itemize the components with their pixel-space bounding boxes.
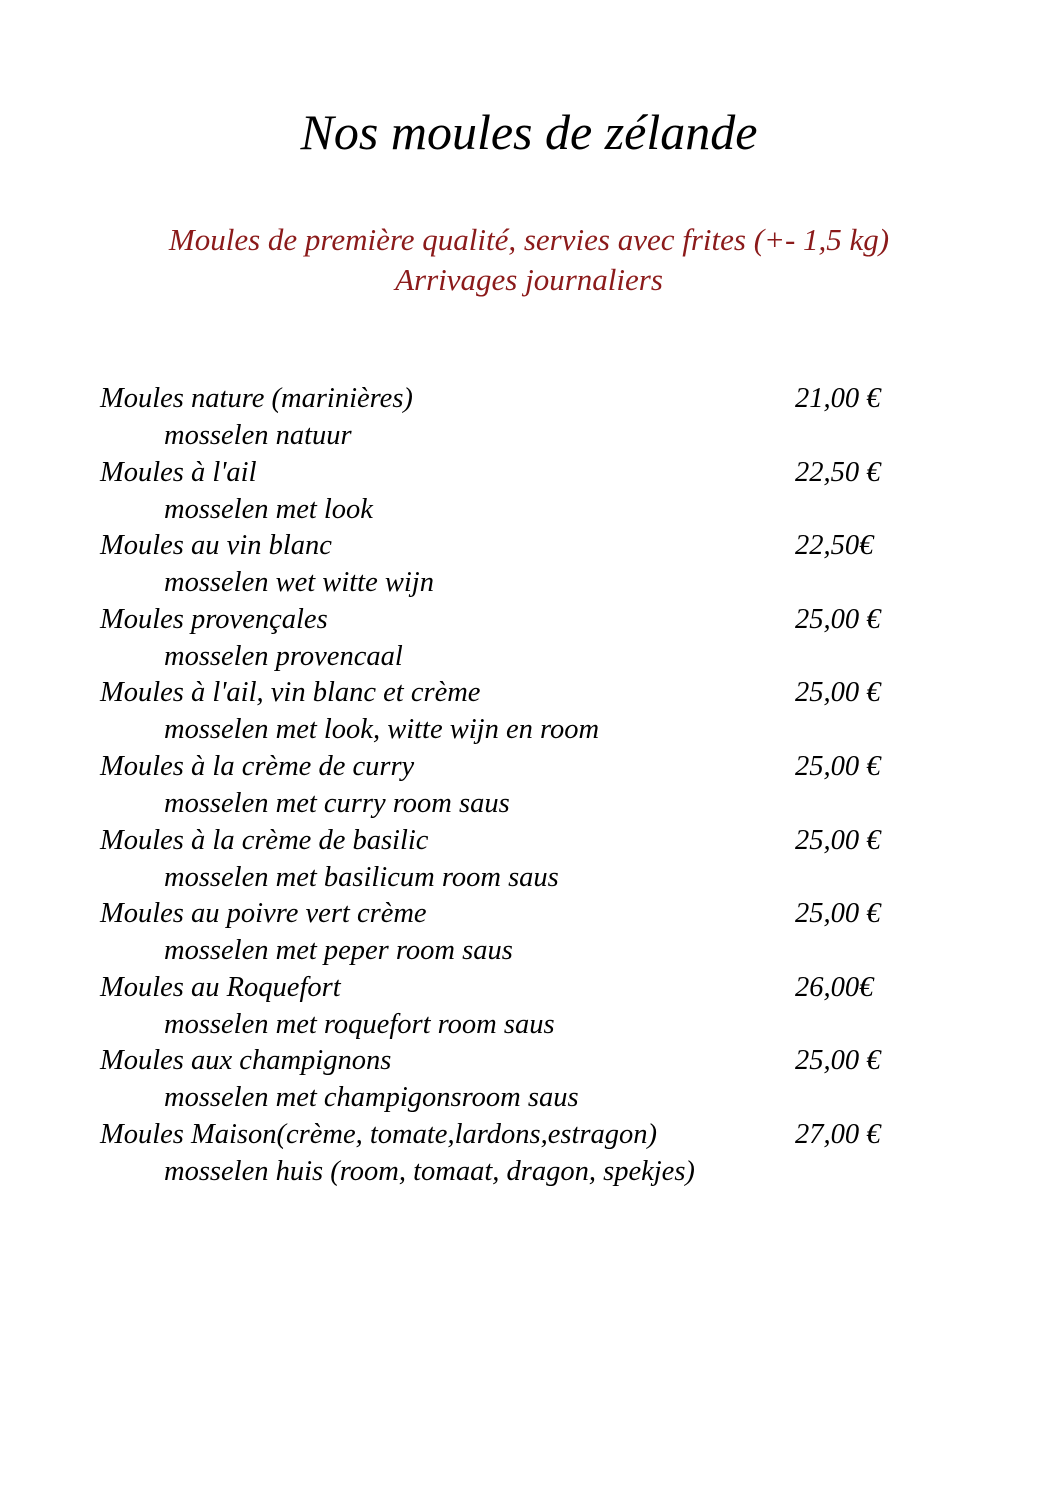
item-translation: mosselen met peper room saus <box>164 935 513 967</box>
item-price: 26,00€ <box>795 971 874 1003</box>
item-price: 25,00 € <box>795 603 881 635</box>
subtitle <box>0 220 1058 300</box>
item-translation: mosselen met look <box>164 493 373 525</box>
menu-item <box>100 1116 960 1190</box>
item-name: Moules au vin blanc <box>100 530 332 562</box>
menu-item <box>100 601 960 675</box>
item-price: 27,00 € <box>795 1118 881 1150</box>
item-price: 22,50€ <box>795 530 874 562</box>
item-translation: mosselen met basilicum room saus <box>164 861 559 893</box>
menu-item <box>100 527 960 601</box>
menu-item <box>100 454 960 528</box>
item-name: Moules à la crème de curry <box>100 750 415 782</box>
item-translation: mosselen wet witte wijn <box>164 567 434 599</box>
item-translation: mosselen huis (room, tomaat, dragon, spekjes) <box>164 1155 695 1187</box>
item-translation: mosselen met roquefort room saus <box>164 1008 555 1040</box>
menu-item <box>100 380 960 454</box>
menu-item <box>100 748 960 822</box>
item-name: Moules au poivre vert crème <box>100 898 427 930</box>
subtitle-line-quality: Moules de première qualité, servies avec frites (+- 1,5 kg) <box>168 222 890 257</box>
item-name: Moules à la crème de basilic <box>100 824 429 856</box>
menu-item <box>100 674 960 748</box>
item-price: 22,50 € <box>795 456 881 488</box>
item-translation: mosselen natuur <box>164 420 352 451</box>
item-name: Moules à l'ail, vin blanc et crème <box>100 677 481 709</box>
item-name: Moules provençales <box>100 603 328 635</box>
item-price: 21,00 € <box>795 383 881 414</box>
item-translation: mosselen provencaal <box>164 640 403 672</box>
item-translation: mosselen met champigonsroom saus <box>164 1082 579 1114</box>
menu-list <box>100 380 960 1190</box>
item-name: Moules aux champignons <box>100 1045 392 1077</box>
item-price: 25,00 € <box>795 1045 881 1077</box>
menu-item <box>100 1042 960 1116</box>
page-title: Nos moules de zélande <box>300 104 758 160</box>
subtitle-line-arrivals: Arrivages journaliers <box>395 262 663 297</box>
item-name: Moules à l'ail <box>100 456 257 488</box>
menu-item <box>100 969 960 1043</box>
item-price: 25,00 € <box>795 750 881 782</box>
item-price: 25,00 € <box>795 677 881 709</box>
item-price: 25,00 € <box>795 898 881 930</box>
item-name: Moules Maison(crème, tomate,lardons,estragon) <box>100 1118 657 1150</box>
item-name: Moules nature (marinières) <box>100 383 413 414</box>
item-translation: mosselen met curry room saus <box>164 787 510 819</box>
menu-item <box>100 895 960 969</box>
item-price: 25,00 € <box>795 824 881 856</box>
menu-item <box>100 822 960 896</box>
item-translation: mosselen met look, witte wijn en room <box>164 714 600 746</box>
item-name: Moules au Roquefort <box>100 971 341 1003</box>
